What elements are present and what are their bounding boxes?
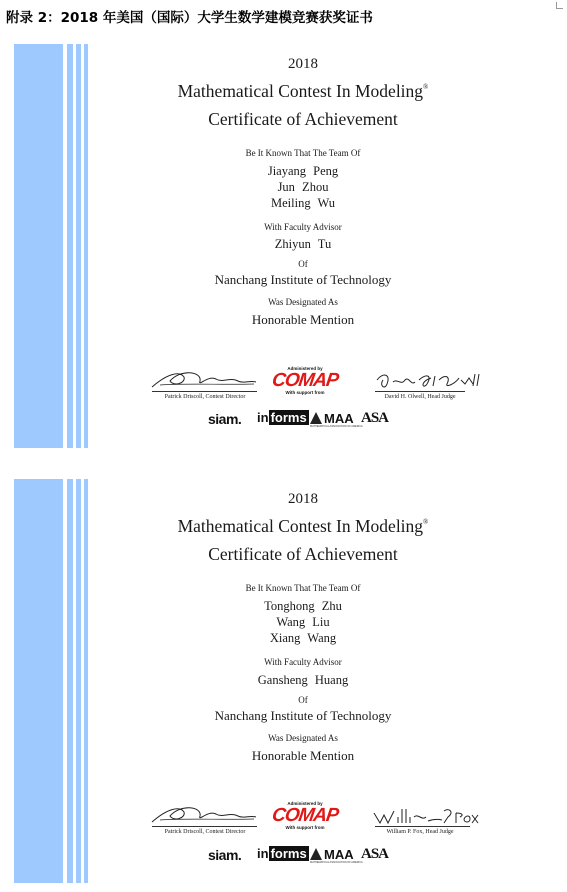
advisor-name: Gansheng Huang xyxy=(257,673,349,687)
maa-logo-text: MAA xyxy=(324,847,354,862)
certificate-title: Certificate of Achievement xyxy=(208,544,398,564)
blue-stripe xyxy=(14,479,63,883)
award-level: Honorable Mention xyxy=(251,748,355,763)
contest-name-text: Mathematical Contest In Modeling xyxy=(177,516,424,536)
blue-stripe xyxy=(14,44,63,448)
be-it-known-label: Be It Known That The Team Of xyxy=(245,148,361,158)
designated-label: Was Designated As xyxy=(268,733,338,743)
left-signature xyxy=(150,802,258,828)
comap-block xyxy=(270,801,340,830)
maa-subtitle: MATHEMATICAL ASSOCIATION OF AMERICA xyxy=(310,861,363,864)
of-label: Of xyxy=(298,695,308,705)
siam-logo: siam. xyxy=(208,411,242,427)
asa-logo: ASA xyxy=(361,410,389,426)
left-signature xyxy=(150,367,258,393)
of-label: Of xyxy=(298,259,308,269)
be-it-known-label: Be It Known That The Team Of xyxy=(245,583,361,593)
team-member: Jiayang Peng xyxy=(267,164,339,178)
sponsor-logos xyxy=(205,847,405,867)
award-level: Honorable Mention xyxy=(251,312,355,327)
maa-logo-text: MAA xyxy=(324,411,354,426)
page-corner-mark xyxy=(556,2,563,9)
maa-triangle-icon xyxy=(310,412,322,424)
maa-triangle-icon xyxy=(310,848,322,860)
advisor-label: With Faculty Advisor xyxy=(264,657,342,667)
team-member: Jun Zhou xyxy=(277,180,329,194)
comap-block xyxy=(270,366,340,395)
right-signature-line xyxy=(375,391,465,392)
administered-by-label: Administered by xyxy=(287,366,323,371)
institution-name: Nanchang Institute of Technology xyxy=(214,272,392,287)
blue-stripe xyxy=(67,479,73,883)
sponsor-logos xyxy=(205,411,405,431)
certificate-year: 2018 xyxy=(288,56,318,72)
certificate-1 xyxy=(0,44,567,448)
advisor-label: With Faculty Advisor xyxy=(264,222,342,232)
left-signature-line xyxy=(152,826,257,827)
left-signature-caption: Patrick Driscoll, Contest Director xyxy=(164,394,246,400)
certificate-title: Certificate of Achievement xyxy=(208,109,398,129)
document-title: 附录 2：2018 年美国（国际）大学生数学建模竞赛获奖证书 xyxy=(6,10,373,26)
informs-logo-box: forms xyxy=(270,410,307,425)
asa-logo: ASA xyxy=(361,846,389,862)
informs-logo-prefix: in xyxy=(257,846,269,861)
right-signature-caption: David H. Olwell, Head Judge xyxy=(384,394,456,400)
team-member: Wang Liu xyxy=(276,615,330,629)
blue-stripe xyxy=(76,479,81,883)
informs-logo-box: forms xyxy=(270,846,307,861)
team-member: Meiling Wu xyxy=(270,196,336,210)
informs-logo xyxy=(257,846,309,861)
administered-by-label: Administered by xyxy=(287,801,323,806)
institution-name: Nanchang Institute of Technology xyxy=(214,708,392,723)
comap-logo: COMAP xyxy=(270,805,340,826)
registered-mark: ® xyxy=(423,518,429,526)
registered-mark: ® xyxy=(423,83,429,91)
contest-name-text: Mathematical Contest In Modeling xyxy=(177,81,424,101)
certificate-year: 2018 xyxy=(288,491,318,507)
maa-subtitle: MATHEMATICAL ASSOCIATION OF AMERICA xyxy=(310,425,363,428)
maa-logo xyxy=(310,847,354,862)
team-member: Tonghong Zhu xyxy=(264,599,342,613)
certificate-2 xyxy=(0,479,567,883)
team-member: Xiang Wang xyxy=(269,631,337,645)
informs-logo xyxy=(257,410,309,425)
contest-name xyxy=(88,81,518,102)
right-signature-line xyxy=(375,826,470,827)
blue-stripe xyxy=(76,44,81,448)
contest-name xyxy=(88,516,518,537)
support-label: With support from xyxy=(285,390,325,395)
comap-logo: COMAP xyxy=(270,370,340,391)
informs-logo-prefix: in xyxy=(257,410,269,425)
designated-label: Was Designated As xyxy=(268,297,338,307)
support-label: With support from xyxy=(285,825,325,830)
maa-logo xyxy=(310,411,354,426)
left-signature-line xyxy=(152,391,257,392)
advisor-name: Zhiyun Tu xyxy=(274,237,332,251)
siam-logo: siam. xyxy=(208,847,242,863)
left-signature-caption: Patrick Driscoll, Contest Director xyxy=(164,829,246,835)
blue-stripe xyxy=(67,44,73,448)
right-signature-caption: William P. Fox, Head Judge xyxy=(386,829,454,835)
